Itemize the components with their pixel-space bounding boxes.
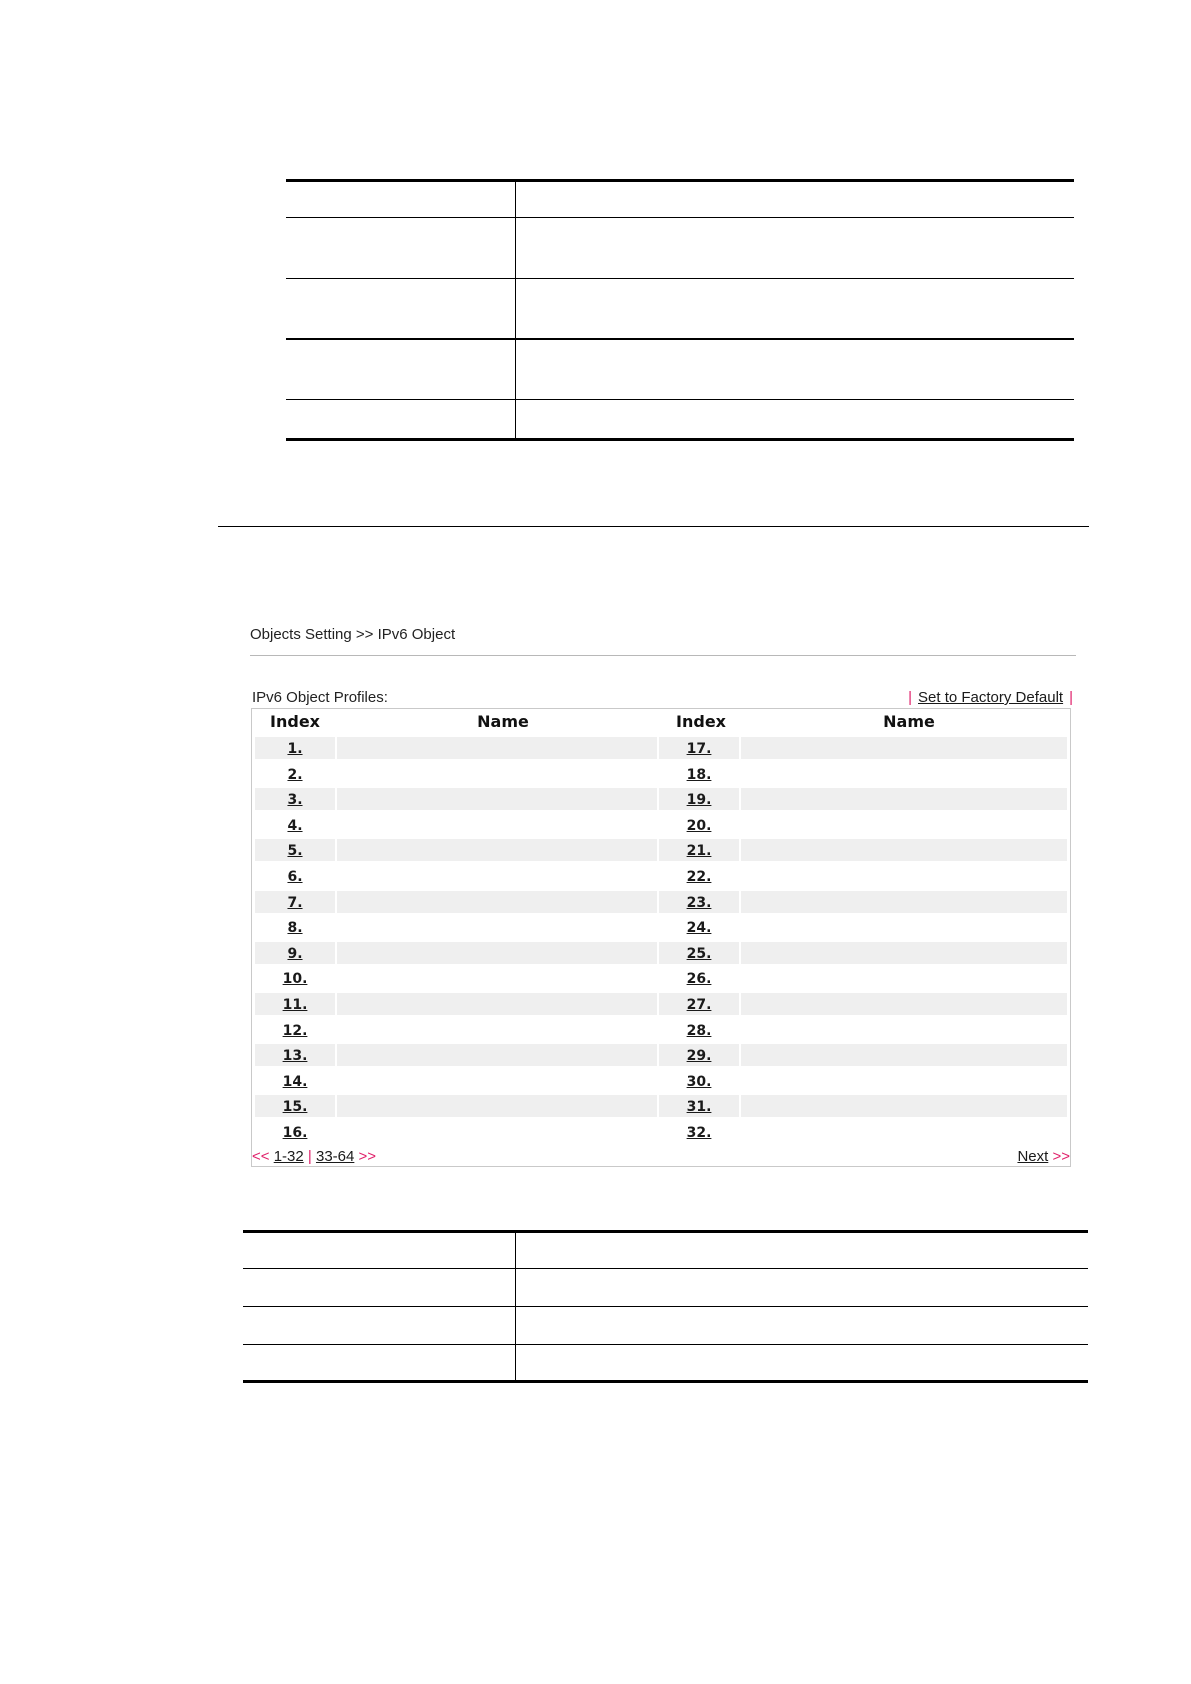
column-header-name: Name bbox=[477, 712, 529, 731]
index-link[interactable]: 32. bbox=[686, 1125, 712, 1141]
index-link[interactable]: 3. bbox=[255, 788, 335, 810]
index-link[interactable]: 28. bbox=[686, 1022, 712, 1039]
name-cell bbox=[337, 1070, 657, 1092]
page-link-1-32[interactable]: 1-32 bbox=[273, 1148, 304, 1165]
name-cell bbox=[741, 737, 1067, 759]
index-link[interactable]: 19. bbox=[659, 788, 739, 810]
name-cell bbox=[741, 993, 1067, 1015]
index-link[interactable]: 27. bbox=[659, 993, 739, 1015]
table-row bbox=[255, 1044, 1067, 1066]
description-table-top bbox=[286, 179, 1074, 441]
breadcrumb-divider bbox=[250, 655, 1076, 656]
index-link[interactable]: 10. bbox=[282, 971, 308, 988]
name-cell bbox=[337, 993, 657, 1015]
index-link[interactable]: 14. bbox=[282, 1073, 308, 1090]
name-cell bbox=[741, 1095, 1067, 1117]
breadcrumb: Objects Setting >> IPv6 Object bbox=[250, 626, 456, 643]
name-cell bbox=[741, 891, 1067, 913]
name-cell bbox=[741, 967, 1067, 989]
name-cell bbox=[337, 1019, 657, 1041]
next-arrows: >> bbox=[358, 1148, 377, 1165]
name-cell bbox=[337, 1095, 657, 1117]
name-cell bbox=[741, 865, 1067, 887]
page-link-33-64[interactable]: 33-64 bbox=[315, 1148, 355, 1165]
table-row bbox=[255, 891, 1067, 913]
table-row bbox=[255, 916, 1067, 938]
table-row bbox=[255, 865, 1067, 887]
next-arrows: >> bbox=[1052, 1148, 1070, 1165]
section-divider bbox=[218, 526, 1089, 527]
index-link[interactable]: 4. bbox=[287, 817, 303, 834]
index-link[interactable]: 21. bbox=[659, 839, 739, 861]
next-area bbox=[1017, 1148, 1070, 1165]
index-link[interactable]: 18. bbox=[686, 766, 712, 783]
table-row bbox=[255, 942, 1067, 964]
name-cell bbox=[741, 1070, 1067, 1092]
index-link[interactable]: 30. bbox=[686, 1073, 712, 1090]
index-link[interactable]: 6. bbox=[287, 869, 303, 885]
name-cell bbox=[741, 763, 1067, 785]
table-row bbox=[255, 737, 1067, 759]
ipv6-object-screen bbox=[245, 620, 1075, 1170]
table-row bbox=[255, 967, 1067, 989]
separator: | bbox=[1069, 689, 1073, 706]
index-link[interactable]: 25. bbox=[659, 942, 739, 964]
table-row bbox=[255, 839, 1067, 861]
table-row bbox=[255, 993, 1067, 1015]
name-cell bbox=[337, 1044, 657, 1066]
set-factory-default-link[interactable]: Set to Factory Default bbox=[918, 689, 1064, 706]
ipv6-object-table bbox=[251, 708, 1071, 1167]
name-cell bbox=[741, 1044, 1067, 1066]
index-link[interactable]: 7. bbox=[255, 891, 335, 913]
factory-default-area bbox=[902, 689, 1073, 706]
table-row bbox=[255, 763, 1067, 785]
next-link[interactable]: Next bbox=[1017, 1148, 1049, 1165]
index-link[interactable]: 2. bbox=[287, 766, 303, 783]
separator: | bbox=[307, 1148, 312, 1165]
name-cell bbox=[337, 839, 657, 861]
name-cell bbox=[741, 942, 1067, 964]
name-cell bbox=[741, 916, 1067, 938]
name-cell bbox=[741, 788, 1067, 810]
name-cell bbox=[337, 891, 657, 913]
name-cell bbox=[741, 839, 1067, 861]
pagination bbox=[252, 1148, 376, 1165]
table-row bbox=[255, 1070, 1067, 1092]
index-link[interactable]: 1. bbox=[255, 737, 335, 759]
table-row bbox=[255, 1121, 1067, 1143]
description-table-bottom bbox=[243, 1230, 1088, 1383]
index-link[interactable]: 5. bbox=[255, 839, 335, 861]
index-link[interactable]: 9. bbox=[255, 942, 335, 964]
name-cell bbox=[337, 865, 657, 887]
name-cell bbox=[741, 1019, 1067, 1041]
index-link[interactable]: 11. bbox=[255, 993, 335, 1015]
index-link[interactable]: 17. bbox=[659, 737, 739, 759]
table-row bbox=[255, 814, 1067, 836]
name-cell bbox=[337, 916, 657, 938]
index-link[interactable]: 8. bbox=[287, 920, 303, 937]
index-link[interactable]: 20. bbox=[686, 817, 712, 834]
profiles-title: IPv6 Object Profiles: bbox=[252, 689, 388, 706]
index-link[interactable]: 15. bbox=[255, 1095, 335, 1117]
index-link[interactable]: 23. bbox=[659, 891, 739, 913]
name-cell bbox=[741, 814, 1067, 836]
name-cell bbox=[337, 737, 657, 759]
name-cell bbox=[337, 942, 657, 964]
prev-arrows: << bbox=[252, 1148, 270, 1165]
index-link[interactable]: 26. bbox=[686, 971, 712, 988]
index-link[interactable]: 12. bbox=[282, 1022, 308, 1039]
index-link[interactable]: 24. bbox=[686, 920, 712, 937]
index-link[interactable]: 16. bbox=[282, 1125, 308, 1141]
table-row bbox=[255, 788, 1067, 810]
name-cell bbox=[337, 967, 657, 989]
table-row bbox=[255, 1095, 1067, 1117]
index-link[interactable]: 29. bbox=[659, 1044, 739, 1066]
name-cell bbox=[337, 1121, 657, 1143]
name-cell bbox=[337, 763, 657, 785]
column-header-index: Index bbox=[676, 712, 726, 731]
name-cell bbox=[337, 788, 657, 810]
index-link[interactable]: 31. bbox=[659, 1095, 739, 1117]
name-cell bbox=[337, 814, 657, 836]
index-link[interactable]: 13. bbox=[255, 1044, 335, 1066]
table-row bbox=[255, 1019, 1067, 1041]
column-header-name: Name bbox=[883, 712, 935, 731]
column-header-index: Index bbox=[270, 712, 320, 731]
name-cell bbox=[741, 1121, 1067, 1143]
separator: | bbox=[908, 689, 913, 706]
index-link[interactable]: 22. bbox=[686, 869, 712, 885]
